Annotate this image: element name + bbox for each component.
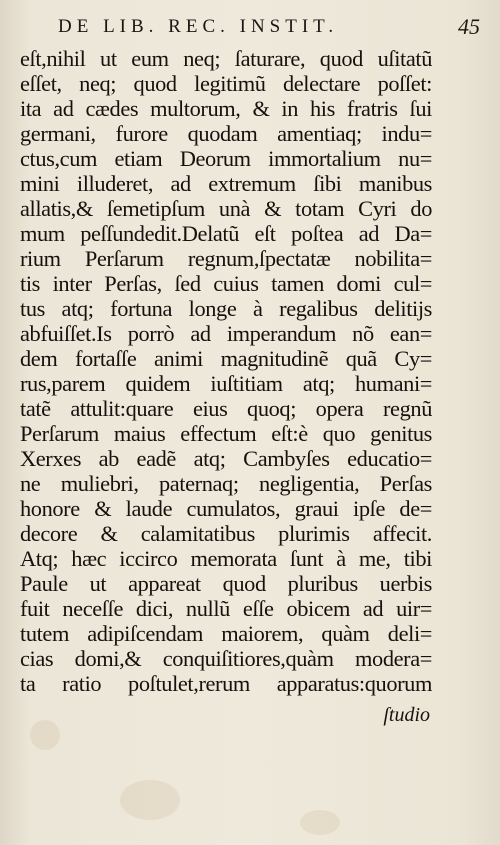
text-line: rus,parem quidem iuſtitiam atq; humani= <box>20 371 432 396</box>
page-number: 45 <box>458 14 480 39</box>
text-line: germani, furore quodam amentiaq; indu= <box>20 121 432 146</box>
paper-stain <box>30 720 60 750</box>
page-header <box>58 12 486 42</box>
text-line: abfuiſſet.Is porrò ad imperandum nõ ean= <box>20 321 432 346</box>
text-line: Paule ut appareat quod pluribus uerbis <box>20 571 432 596</box>
text-line: mini illuderet, ad extremum ſibi manibus <box>20 171 432 196</box>
text-line: ta ratio poſtulet,rerum apparatus:quorum <box>20 671 432 696</box>
text-line: mum peſſundedit.Delatũ eſt poſtea ad Da= <box>20 221 432 246</box>
text-line: ne muliebri, paternaq; negligentia, Perſas <box>20 471 432 496</box>
text-line: ita ad cædes multorum, & in his fratris ſui <box>20 96 432 121</box>
running-title: DE LIB. REC. INSTIT. <box>58 16 339 37</box>
catchword: ſtudio <box>383 704 430 726</box>
text-line: rium Perſarum regnum,ſpectatæ nobilita= <box>20 246 432 271</box>
text-line: eſt,nihil ut eum neq; ſaturare, quod uſitatũ <box>20 46 432 71</box>
text-line: fuit neceſſe dici, nullũ eſſe obicem ad uir= <box>20 596 432 621</box>
text-line: honore & laude cumulatos, graui ipſe de= <box>20 496 432 521</box>
text-line: eſſet, neq; quod legitimũ delectare poſſet: <box>20 71 432 96</box>
text-line: dem fortaſſe animi magnitudinẽ quã Cy= <box>20 346 432 371</box>
text-line: tatẽ attulit:quare eius quoq; opera regnũ <box>20 396 432 421</box>
text-line: allatis,& ſemetipſum unà & totam Cyri do <box>20 196 432 221</box>
text-line: Xerxes ab eadẽ atq; Cambyſes educatio= <box>20 446 432 471</box>
text-line: tutem adipiſcendam maiorem, quàm deli= <box>20 621 432 646</box>
text-line: tus atq; fortuna longe à regalibus delitijs <box>20 296 432 321</box>
text-line: Perſarum maius effectum eſt:è quo genitus <box>20 421 432 446</box>
paper-stain <box>120 780 180 820</box>
text-line: cias domi,& conquiſitiores,quàm modera= <box>20 646 432 671</box>
paper-stain <box>300 810 340 835</box>
text-line: ctus,cum etiam Deorum immortalium nu= <box>20 146 432 171</box>
body-text <box>20 46 432 696</box>
text-line: decore & calamitatibus plurimis affecit. <box>20 521 432 546</box>
text-line: tis inter Perſas, ſed cuius tamen domi cul= <box>20 271 432 296</box>
text-line: Atq; hæc iccirco memorata ſunt à me, tibi <box>20 546 432 571</box>
